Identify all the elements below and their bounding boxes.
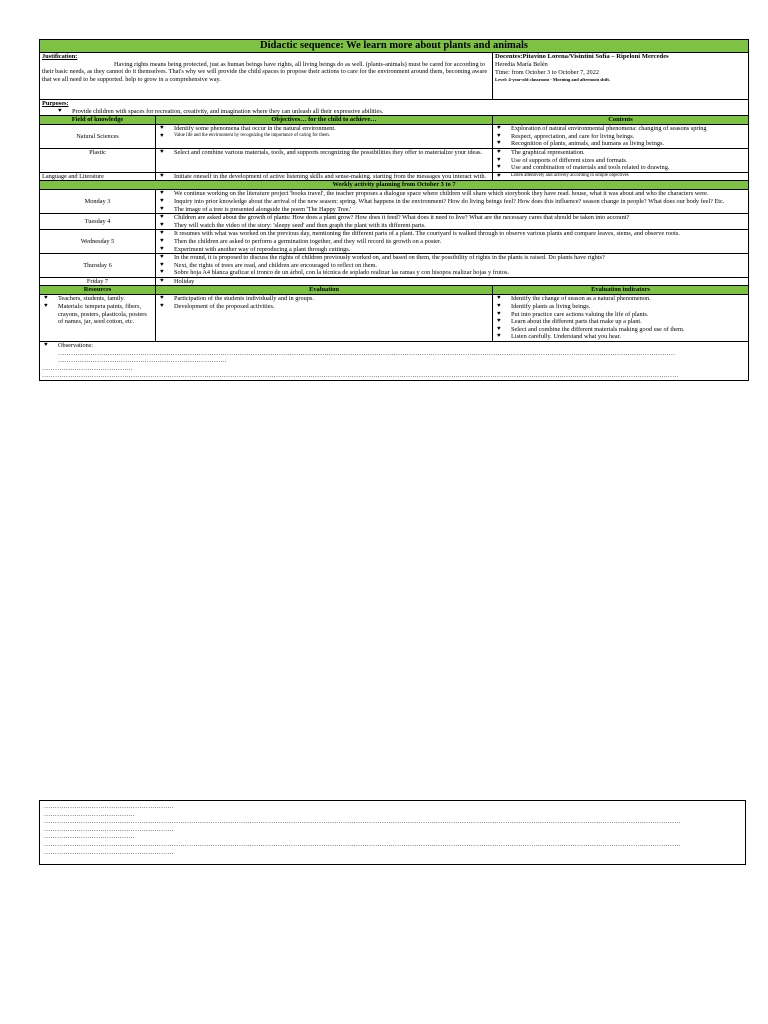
indicators-header: Evaluation indicators <box>493 286 749 295</box>
purposes-label: Purposes: <box>42 100 69 107</box>
content-item: ♥ Listen attentively and actively according to simple objectives <box>495 173 746 180</box>
observation-line: …………………………………… <box>42 364 133 372</box>
planning-sheet <box>39 39 748 381</box>
notes-box <box>39 800 746 865</box>
activity-item: ♥ Sobre hoja A4 blanca graficar el tronco de un árbol, con la técnica de soplado realizar las ramas y con hisopos realizar hojas y frutos. <box>158 269 746 277</box>
day-row <box>40 190 749 214</box>
resources-header: Resources <box>40 286 156 295</box>
indicator-item: ♥ Identify plants as living beings. <box>495 303 746 311</box>
activity-item: ♥ We continue working on the literature project 'books travel', the teacher proposes a dialogue space where children will share which storybook they have read. house, what it was about and who the characters were. <box>158 190 746 198</box>
activity-item: ♥ Experiment with another way of reproducing a plant through cuttings. <box>158 246 746 254</box>
notes-line: …………………………………………………………………………………………………………………………………………………………………………………………………………………………………………………………………… <box>44 818 681 826</box>
justification-label: Justification: <box>42 53 78 60</box>
evaluation-header: Evaluation <box>156 286 493 295</box>
field-name: Language and Literature <box>40 172 156 181</box>
content-item: ♥ Exploration of natural environmental phenomena: changing of seasons spring <box>495 125 746 133</box>
day-name: Thursday 6 <box>40 254 156 278</box>
activity-item: ♥ Children are asked about the growth of plants: How does a plant grow? How does it feed? What does it need to live? What are the necessary cares that should be taken into account? <box>158 214 746 222</box>
field-row <box>40 148 749 172</box>
level-text: Level: 4-year-old classroom - Morning and afternoon shift. <box>495 77 611 83</box>
day-name: Monday 3 <box>40 190 156 214</box>
docentes-names-2: Heredia María Belén <box>495 61 548 68</box>
field-header: Field of knowledge <box>40 116 156 125</box>
notes-line: …………………………………………………… <box>44 848 174 856</box>
indicator-item: ♥ Identify the change of season as a natural phenomenon. <box>495 295 746 303</box>
activity-item: ♥ The image of a tree is presented alongside the poem 'The Happy Tree.' <box>158 206 746 214</box>
objective-item: ♥ Initiate oneself in the development of active listening skills and sense-making. starting from the messages you interact with. <box>158 173 490 181</box>
indicator-item: ♥ Listen carefully. Understand what you hear. <box>495 333 746 341</box>
notes-line: …………………………………………………… <box>44 825 174 833</box>
page-title: Didactic sequence: We learn more about plants and animals <box>40 40 749 53</box>
contents-header: Contents <box>493 116 749 125</box>
content-item: ♥ Respect, appreciation, and care for living beings. <box>495 133 746 141</box>
observation-line: …………………………………………………………………………………………………………………………………………………………………………………………………………………………………………………………………… <box>42 372 679 380</box>
field-name: Natural Sciences <box>40 125 156 149</box>
objective-item: ♥ Identify some phenomena that occur in the natural environment. <box>158 125 490 133</box>
content-item: ♥ Recognition of plants, animals, and humans as living beings. <box>495 140 746 148</box>
activity-item: ♥ Inquiry into prior knowledge about the arrival of the new season: spring. What happens in the environment? How do living beings feel? How does this influence? season change in people? What does our body feel? Etc. <box>158 198 746 206</box>
content-item: ♥ Use of supports of different sizes and formats. <box>495 157 746 165</box>
observations-cell <box>40 342 749 381</box>
observations-label: ♥ Observations: <box>42 342 746 350</box>
day-row <box>40 230 749 254</box>
purposes-item: ♥ Provide children with spaces for recreation, creativity, and imagination where they can unleash all their expressive abilities. <box>56 108 746 116</box>
justification-text: Having rights means being protected, just as human beings have rights, all living beings do as well. (plants-animals) must be cared for according to their basic needs, as they cannot do it themselves. That's why we will provide the child spaces to propose their actions to care for the environment around them, becoming aware that we all need to be supported. help to grow in a comprehensive way. <box>42 60 488 83</box>
objective-item: ♥ Value life and the environment by recognizing the importance of caring for them. <box>158 133 490 140</box>
indicator-item: ♥ Put into practice care actions valuing the life of plants. <box>495 311 746 319</box>
day-row <box>40 254 749 278</box>
weekly-header: Weekly activity planning from October 3 to 7 <box>40 181 749 190</box>
field-row <box>40 172 749 181</box>
time-range: Time: from October 3 to October 7, 2022 <box>495 68 599 76</box>
objectives-header: Objectives… for the child to achieve… <box>156 116 493 125</box>
content-item: ♥ Use and combination of materials and tools related to drawing. <box>495 164 746 172</box>
resource-item: ♥ Teachers, students, family. <box>42 295 153 303</box>
notes-line: …………………………………… <box>44 833 135 841</box>
evaluation-item: ♥ Development of the proposed activities. <box>158 303 490 311</box>
indicator-item: ♥ Learn about the different parts that make up a plant. <box>495 318 746 326</box>
notes-line: …………………………………………………………………………………………………………………………………………………………………………………………………………………………………………………………………… <box>44 840 681 848</box>
field-row <box>40 125 749 149</box>
activity-item: ♥ Then the children are asked to perform a germination together, and they will record its growth on a poster. <box>158 238 746 246</box>
day-name: Tuesday 4 <box>40 214 156 230</box>
activity-item: ♥ In the round, it is proposed to discuss the rights of children previously worked on, and based on them, the possibility of rights in the plants is raised. Do plants have rights? <box>158 254 746 262</box>
field-name: Plastic <box>40 148 156 172</box>
evaluation-row <box>40 295 749 342</box>
purposes-cell <box>40 100 749 116</box>
activity-item: ♥ Holiday <box>158 278 746 286</box>
justification-cell <box>40 53 493 100</box>
day-name: Friday 7 <box>40 277 156 286</box>
indicator-item: ♥ Select and combine the different materials making good use of them. <box>495 326 746 334</box>
notes-line: …………………………………… <box>44 810 135 818</box>
activity-item: ♥ They will watch the video of the story: 'sleepy seed' and then graph the plant with its different parts. <box>158 222 746 230</box>
evaluation-item: ♥ Participation of the students individually and in groups. <box>158 295 490 303</box>
notes-line: …………………………………………………… <box>44 803 174 810</box>
observation-line: …………………………………………………………………… <box>58 357 227 365</box>
activity-item: ♥ Next, the rights of trees are read, and children are encouraged to reflect on them. <box>158 262 746 270</box>
resource-item: ♥ Materials: tempera paints, fibers, crayons, posters, plasticola, posters of names, jar, seed cotton, etc. <box>42 303 153 326</box>
docentes-cell <box>493 53 749 100</box>
observation-line: …………………………………………………………………………………………………………………………………………………………………………………………………………………………………………………………… <box>58 349 676 357</box>
docentes-names: Docentes:Pitavino Lorena/Visintini Sofía – Ripeloni Mercedes <box>495 53 669 60</box>
day-row <box>40 277 749 286</box>
day-name: Wednesday 5 <box>40 230 156 254</box>
day-row <box>40 214 749 230</box>
content-item: ♥ The graphical representation. <box>495 149 746 157</box>
planning-table <box>39 39 749 381</box>
activity-item: ♥ It resumes with what was worked on the previous day, mentioning the different parts of a plant. The courtyard is walked through to observe various plants and compare leaves, stems, and observe roots. <box>158 230 746 238</box>
objective-item: ♥ Select and combine various materials, tools, and supports recognizing the possibilities they offer to materialize your ideas. <box>158 149 490 157</box>
